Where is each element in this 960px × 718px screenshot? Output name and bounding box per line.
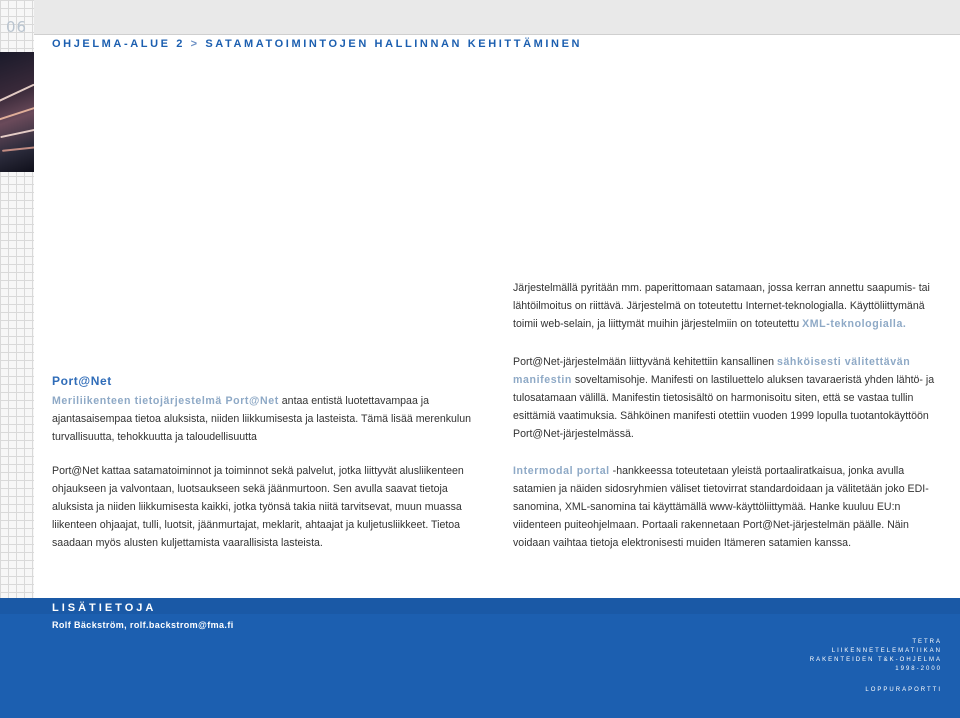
footer: [0, 598, 960, 718]
footer-title: LISÄTIETOJA: [52, 602, 157, 614]
program-line-3: RAKENTEIDEN T&K-OHJELMA: [809, 657, 942, 663]
night-traffic-photo: [0, 52, 34, 172]
manifest-highlight: sähköisesti välitettävän manifestin: [513, 356, 911, 386]
portnet-body-text: Port@Net kattaa satamatoiminnot ja toiminnot sekä palvelut, jotka liittyvät alusliikenteen ohjaukseen ja valvontaan, luotsaukseen sekä jäänmurtoon. Sen avulla saavat tietoja aluksista ja niiden liikkumisesta kaikki, jotka työnsä takia niitä tarvitsevat, muun muassa liikenteen ohjaajat, tulli, luotsit, jäänmurtajat, meklarit, ahtaajat ja kuljetusliikkeet. Tietoa saadaan myös alusten kuljettamista vaarallisista lasteista.: [52, 465, 464, 549]
portnet-intro-text: antaa entistä luotettavampaa ja ajantasaisempaa tietoa aluksista, niiden liikkumisesta ja lasteista. Tämä lisää merenkulun turvallisuutta, tehokkuutta ja taloudellisuutta: [52, 395, 472, 443]
program-line-1: TETRA: [912, 639, 942, 645]
program-line-5: LOPPURAPORTTI: [865, 687, 942, 693]
manifest-text-after: soveltamisohje. Manifesti on lastiluettelo aluksen tavaraeristä yhden lähtö- ja tulosatamaan välillä. Manifestin tietosisältö on harmonisoitu siten, että se vastaa tullin esittämiä vaatimuksia. Sähköinen manifesti otettiin vuoden 1999 lopulla tuotantokäyttöön Port@Net-järjestelmässä.: [513, 374, 935, 440]
manifest-paragraph: [513, 353, 945, 443]
header-divider: [34, 34, 960, 35]
section-name: OHJELMA-ALUE 2: [52, 38, 185, 50]
portnet-highlight: Meriliikenteen tietojärjestelmä Port@Net: [52, 395, 279, 407]
right-intro-paragraph: [513, 279, 945, 333]
header-band: [34, 0, 960, 34]
xml-highlight: XML-teknologialla.: [802, 318, 907, 330]
program-line-4: 1998-2000: [895, 666, 942, 672]
portnet-intro: [52, 372, 482, 446]
program-line-2: LIIKENNETELEMATIIKAN: [831, 648, 942, 654]
section-topic: SATAMATOIMINTOJEN HALLINNAN KEHITTÄMINEN: [205, 38, 583, 50]
section-separator: >: [190, 38, 200, 50]
intro-text: Järjestelmällä pyritään mm. paperittomaan satamaan, jossa kerran annettu saapumis- tai lähtöilmoitus on riittävä. Järjestelmä on toteutettu Internet-teknologialla. Käyttöliittymänä toimii web-selain, ja liittymät muihin järjestelmiin on toteutettu: [513, 282, 930, 330]
portal-text: -hankkeessa toteutetaan yleistä portaaliratkaisua, jonka avulla satamien ja näiden sidosryhmien väliset tietovirrat standardoidaan ja välitetään joko EDI-sanomina, XML-sanomina tai käyttämällä www-käyttöliittymää. Hanke kuuluu EU:n viidenteen puiteohjelmaan. Portaali rakennetaan Port@Net-järjestelmän päälle. Näin voidaan vaihtaa tietoja elektronisesti muiden Itämeren satamien kanssa.: [513, 465, 929, 549]
portal-highlight: Intermodal portal: [513, 465, 610, 477]
portnet-body: [52, 462, 482, 552]
portnet-heading: Port@Net: [52, 374, 112, 388]
page-number: 06: [6, 18, 28, 36]
program-info: [810, 638, 942, 695]
contact-info: Rolf Bäckström, rolf.backstrom@fma.fi: [52, 620, 234, 630]
section-title: [52, 38, 582, 50]
portal-paragraph: [513, 462, 945, 552]
manifest-text-before: Port@Net-järjestelmään liittyvänä kehitettiin kansallinen: [513, 356, 777, 368]
